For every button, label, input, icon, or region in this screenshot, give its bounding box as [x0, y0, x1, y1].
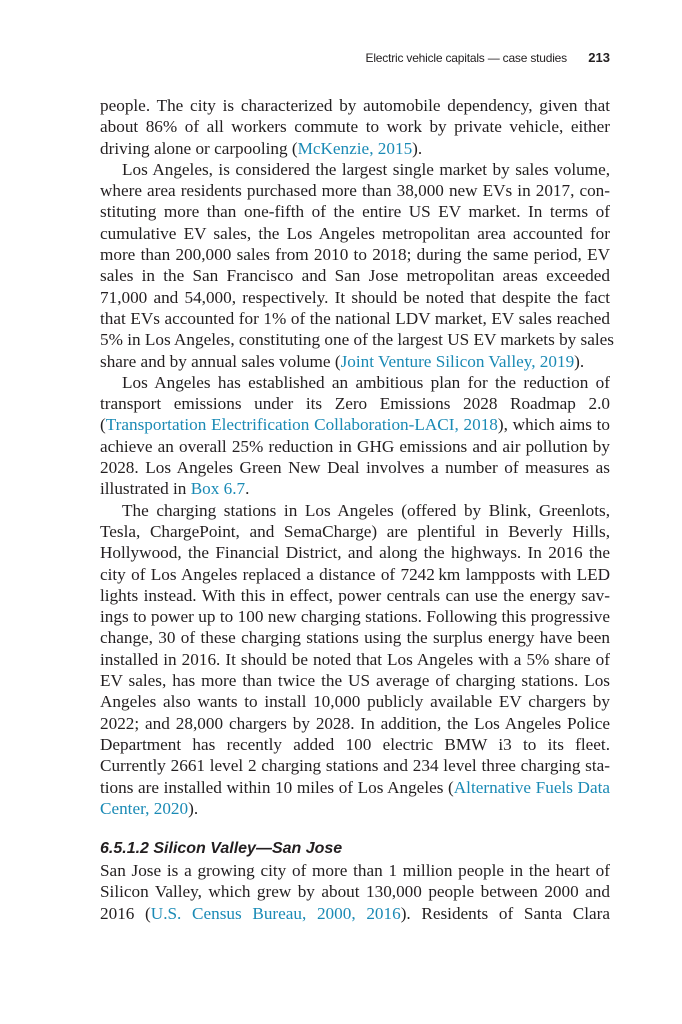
text-run: sales in the San Francisco and San Jose metropolitan areas exceeded — [100, 266, 610, 286]
citation-link[interactable]: Transportation Electrification Collaboration-LACI, 2018 — [105, 415, 498, 435]
text-line — [100, 564, 610, 585]
text-run: ( — [100, 415, 106, 435]
text-run: Hollywood, the Financial District, and along the highways. In 2016 the — [100, 543, 610, 563]
text-run: ). — [412, 138, 423, 158]
text-line — [100, 95, 610, 116]
paragraph — [100, 500, 610, 819]
paragraph — [100, 372, 610, 500]
citation-link[interactable]: Box 6.7 — [190, 479, 246, 499]
text-line — [100, 180, 610, 201]
text-run: ). — [188, 798, 199, 818]
text-line — [100, 351, 610, 372]
text-line — [100, 329, 614, 350]
text-line — [100, 457, 610, 478]
text-run: Currently 2661 level 2 charging stations and 234 level three charging sta- — [100, 756, 610, 776]
text-line — [100, 798, 610, 819]
text-line — [100, 606, 610, 627]
text-line — [100, 691, 610, 712]
text-line — [100, 713, 610, 734]
citation-link[interactable]: Joint Venture Silicon Valley, 2019 — [340, 351, 575, 371]
text-run: about 86% of all workers commute to work by private vehicle, either — [100, 117, 610, 137]
citation-link[interactable]: McKenzie, 2015 — [297, 138, 413, 158]
text-run: Angeles also wants to install 10,000 publicly available EV chargers by — [100, 692, 610, 712]
text-line — [100, 881, 610, 902]
text-run: change, 30 of these charging stations using the surplus energy have been — [100, 628, 610, 648]
paragraph — [100, 860, 610, 924]
text-run: people. The city is characterized by automobile dependency, given that — [100, 96, 610, 115]
text-run: 5% in Los Angeles, constituting one of the largest US EV markets by sales — [100, 330, 614, 350]
running-title: Electric vehicle capitals — case studies — [365, 51, 567, 65]
text-run: that EVs accounted for 1% of the national LDV market, EV sales reached — [100, 308, 610, 328]
text-line — [100, 436, 610, 457]
text-line — [100, 777, 610, 798]
text-line — [100, 244, 610, 265]
text-run: ), which aims to — [497, 415, 611, 435]
text-line — [100, 521, 610, 542]
running-header — [100, 50, 610, 68]
text-run: share and by annual sales volume ( — [100, 351, 341, 371]
text-run: Tesla, ChargePoint, and SemaCharge) are plentiful in Beverly Hills, — [100, 521, 610, 541]
text-run: transport emissions under its Zero Emissions 2028 Roadmap 2.0 — [100, 394, 610, 414]
text-line — [100, 585, 610, 606]
text-line — [100, 627, 610, 648]
text-run: achieve an overall 25% reduction in GHG emissions and air pollution by — [100, 436, 610, 456]
text-run: driving alone or carpooling ( — [100, 138, 298, 158]
text-line — [100, 287, 610, 308]
text-line — [100, 478, 610, 499]
text-run: Department has recently added 100 electric BMW i3 to its fleet. — [100, 734, 610, 754]
text-line — [100, 201, 610, 222]
text-run: cumulative EV sales, the Los Angeles metropolitan area accounted for — [100, 223, 610, 243]
text-run: ). — [574, 351, 585, 371]
citation-link[interactable]: Center, 2020 — [100, 798, 189, 818]
text-run: illustrated in — [100, 479, 191, 499]
page-number: 213 — [588, 50, 610, 65]
text-line — [100, 500, 610, 521]
text-line — [100, 734, 610, 755]
text-run: 2028. Los Angeles Green New Deal involves a number of measures as — [100, 458, 610, 478]
text-run: The charging stations in Los Angeles (offered by Blink, Greenlots, — [122, 500, 610, 520]
text-line — [100, 223, 610, 244]
paragraph — [100, 159, 614, 372]
text-run: city of Los Angeles replaced a distance of 7242 km lampposts with LED — [100, 564, 610, 584]
text-run: San Jose is a growing city of more than 1 million people in the heart of — [100, 861, 610, 881]
text-run: lights instead. With this in effect, power centrals can use the energy sav- — [100, 585, 610, 605]
text-line — [100, 116, 610, 137]
text-line — [100, 265, 610, 286]
text-line — [100, 414, 610, 435]
page-body — [100, 95, 614, 924]
text-line — [100, 542, 610, 563]
paragraph — [100, 95, 610, 159]
text-run: 2022; and 28,000 chargers by 2028. In addition, the Los Angeles Police — [100, 713, 610, 733]
citation-link[interactable]: Alternative Fuels Data — [453, 777, 610, 797]
text-run: installed in 2016. It should be noted that Los Angeles with a 5% share of — [100, 649, 610, 669]
text-run: Los Angeles has established an ambitious plan for the reduction of — [122, 372, 610, 392]
text-line — [100, 670, 610, 691]
text-line — [100, 308, 610, 329]
text-line — [100, 372, 610, 393]
text-run: Los Angeles, is considered the largest single market by sales volume, — [122, 159, 610, 179]
text-run: stituting more than one-fifth of the entire US EV market. In terms of — [100, 202, 610, 222]
text-run: more than 200,000 sales from 2010 to 2018; during the same period, EV — [100, 245, 610, 265]
text-run: Silicon Valley, which grew by about 130,000 people between 2000 and — [100, 882, 610, 902]
text-line — [100, 903, 610, 924]
text-run: . — [245, 479, 250, 499]
citation-link[interactable]: U.S. Census Bureau, 2000, 2016 — [150, 903, 401, 923]
text-line — [100, 159, 610, 180]
text-run: ings to power up to 100 new charging stations. Following this progressive — [100, 607, 610, 627]
text-run: 71,000 and 54,000, respectively. It should be noted that despite the fact — [100, 287, 610, 307]
text-run: tions are installed within 10 miles of Los Angeles ( — [100, 777, 454, 797]
text-run: 2016 ( — [100, 903, 151, 923]
text-line — [100, 138, 610, 159]
text-run: EV sales, has more than twice the US average of charging stations. Los — [100, 671, 610, 691]
text-line — [100, 755, 610, 776]
text-run: ). Residents of Santa Clara — [400, 903, 610, 923]
text-run: where area residents purchased more than 38,000 new EVs in 2017, con- — [100, 181, 610, 201]
section-heading: 6.5.1.2 Silicon Valley—San Jose — [100, 840, 343, 858]
text-line — [100, 649, 610, 670]
text-line — [100, 860, 610, 881]
text-line — [100, 393, 610, 414]
